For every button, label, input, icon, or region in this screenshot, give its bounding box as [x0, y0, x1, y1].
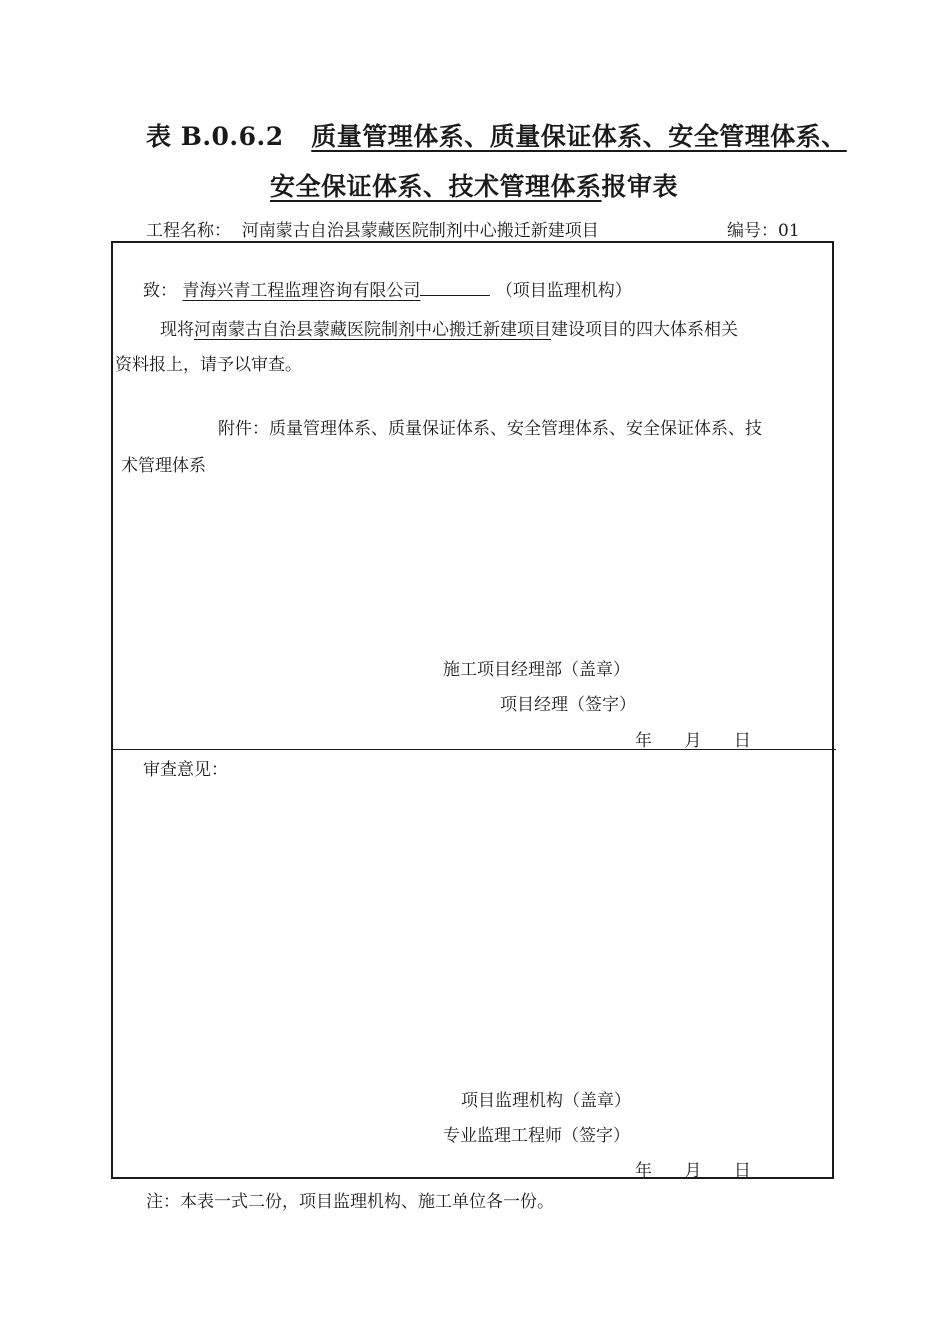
to-label: 致：: [143, 281, 177, 301]
form-code: 表 B.0.6.2: [146, 122, 284, 151]
recipient-row: [143, 276, 632, 301]
form-title-systems-1: 质量管理体系、质量保证体系、安全管理体系、: [311, 122, 847, 151]
project-name-label: 工程名称：: [146, 221, 231, 241]
footnote: 注：本表一式二份，项目监理机构、施工单位各一份。: [146, 1192, 554, 1212]
review-opinion-label: 审查意见：: [143, 760, 228, 780]
submission-body-line-2: 资料报上，请予以审查。: [115, 355, 302, 375]
project-name-value: 河南蒙古自治县蒙藏医院制剂中心搬迁新建项目: [241, 221, 599, 241]
form-title-line-2: [270, 167, 678, 203]
form-title-systems-2: 安全保证体系、技术管理体系: [270, 172, 602, 201]
form-title-suffix: 报审表: [601, 172, 679, 201]
form-title-line-1: [146, 117, 847, 153]
attachment-line-2: 术管理体系: [121, 456, 206, 476]
contractor-dept-seal: 施工项目经理部（盖章）: [443, 660, 630, 680]
form-number-label: 编号：: [727, 221, 778, 241]
project-name-row: [146, 216, 599, 241]
recipient-name: 青海兴青工程监理咨询有限公司: [182, 281, 421, 301]
submission-project-name: 河南蒙古自治县蒙藏医院制剂中心搬迁新建项目: [194, 320, 551, 340]
form-number-row: [727, 216, 800, 241]
attachment-line-1: 附件：质量管理体系、质量保证体系、安全管理体系、安全保证体系、技: [218, 419, 762, 439]
recipient-role: （项目监理机构）: [495, 281, 632, 301]
form-table-border: [111, 241, 834, 1179]
supervision-org-seal: 项目监理机构（盖章）: [461, 1091, 631, 1111]
project-manager-signature: 项目经理（签字）: [500, 695, 636, 715]
supervision-engineer-signature: 专业监理工程师（签字）: [443, 1126, 630, 1146]
review-date: 年 月 日: [635, 1161, 751, 1181]
submission-body-line-1: 现将河南蒙古自治县蒙藏医院制剂中心搬迁新建项目建设项目的四大体系相关: [160, 320, 738, 340]
submission-date: 年 月 日: [635, 731, 751, 751]
recipient-blank-line: [420, 294, 490, 296]
form-number-value: 01: [778, 221, 800, 241]
